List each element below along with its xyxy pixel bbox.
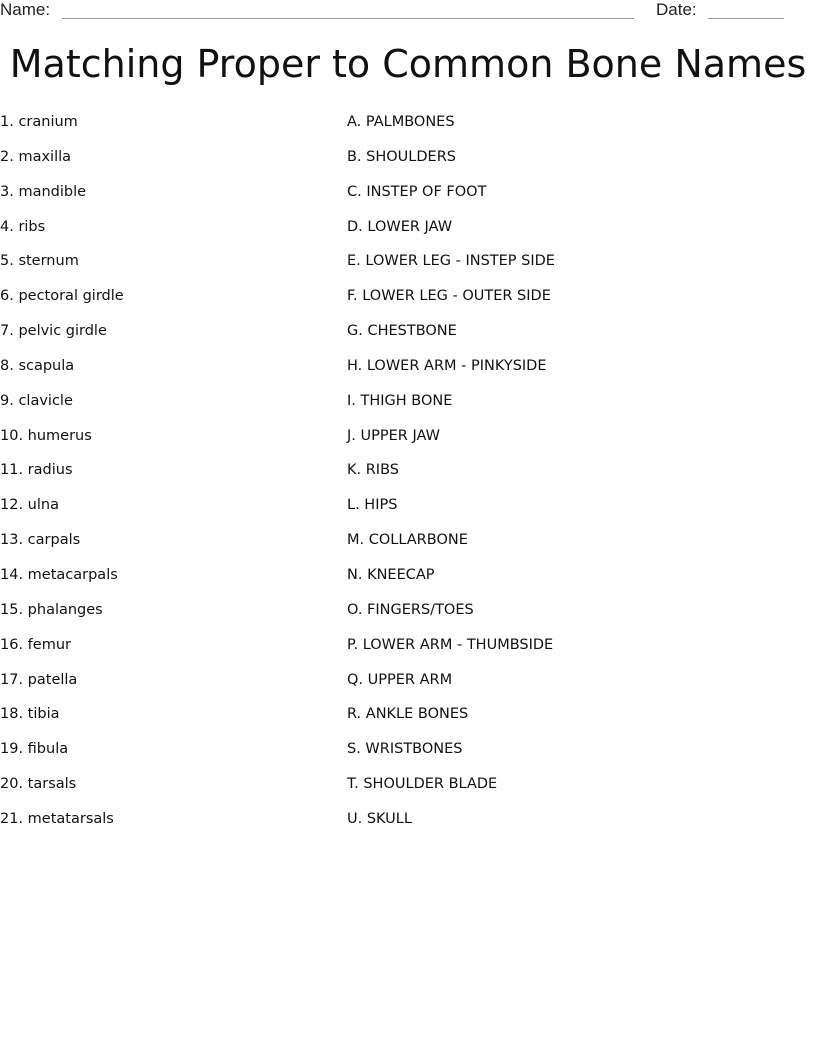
term-item: 5. sternum xyxy=(0,253,79,270)
definition-item: E. LOWER LEG - INSTEP SIDE xyxy=(347,253,555,270)
term-item: 3. mandible xyxy=(0,183,87,200)
definition-item: A. PALMBONES xyxy=(347,114,455,130)
definition-item: U. SKULL xyxy=(347,810,412,827)
definition-item: O. FINGERS/TOES xyxy=(347,601,474,618)
term-item: 1. cranium xyxy=(0,114,78,130)
definition-item: S. WRISTBONES xyxy=(347,741,463,758)
definition-item: G. CHESTBONE xyxy=(347,323,457,340)
term-item: 4. ribs xyxy=(0,218,46,235)
definition-item: J. UPPER JAW xyxy=(347,427,440,444)
definitions-list xyxy=(347,107,555,839)
definition-item: Q. UPPER ARM xyxy=(347,671,453,688)
term-item: 18. tibia xyxy=(0,706,60,723)
name-label: Name: xyxy=(0,0,51,19)
term-item: 19. fibula xyxy=(0,741,69,758)
definition-item: F. LOWER LEG - OUTER SIDE xyxy=(347,288,551,305)
definition-item: N. KNEECAP xyxy=(347,566,435,583)
date-label: Date: xyxy=(656,0,697,19)
term-item: 15. phalanges xyxy=(0,601,103,618)
definition-item: D. LOWER JAW xyxy=(347,218,453,235)
term-item: 2. maxilla xyxy=(0,148,72,165)
term-item: 13. carpals xyxy=(0,532,81,549)
page-title: Matching Proper to Common Bone Names xyxy=(9,42,807,86)
term-item: 17. patella xyxy=(0,671,78,688)
date-field-line[interactable] xyxy=(708,18,784,19)
definition-item: M. COLLARBONE xyxy=(347,532,468,549)
definition-item: C. INSTEP OF FOOT xyxy=(347,183,487,200)
term-item: 10. humerus xyxy=(0,427,92,444)
term-item: 8. scapula xyxy=(0,357,75,374)
term-item: 20. tarsals xyxy=(0,776,77,793)
definition-item: H. LOWER ARM - PINKYSIDE xyxy=(347,357,547,374)
definition-item: T. SHOULDER BLADE xyxy=(347,776,498,793)
term-item: 12. ulna xyxy=(0,497,59,514)
definition-item: B. SHOULDERS xyxy=(347,148,456,165)
term-item: 6. pectoral girdle xyxy=(0,288,124,305)
term-item: 16. femur xyxy=(0,636,71,653)
terms-list xyxy=(0,107,124,839)
definition-item: K. RIBS xyxy=(347,462,399,479)
definition-item: R. ANKLE BONES xyxy=(347,706,469,723)
term-item: 11. radius xyxy=(0,462,73,479)
name-field-line[interactable] xyxy=(62,18,634,19)
term-item: 14. metacarpals xyxy=(0,566,118,583)
definition-item: I. THIGH BONE xyxy=(347,392,453,409)
definition-item: P. LOWER ARM - THUMBSIDE xyxy=(347,636,554,653)
term-item: 7. pelvic girdle xyxy=(0,323,107,340)
definition-item: L. HIPS xyxy=(347,497,398,514)
worksheet-header xyxy=(0,0,816,24)
term-item: 21. metatarsals xyxy=(0,810,114,827)
term-item: 9. clavicle xyxy=(0,392,73,409)
